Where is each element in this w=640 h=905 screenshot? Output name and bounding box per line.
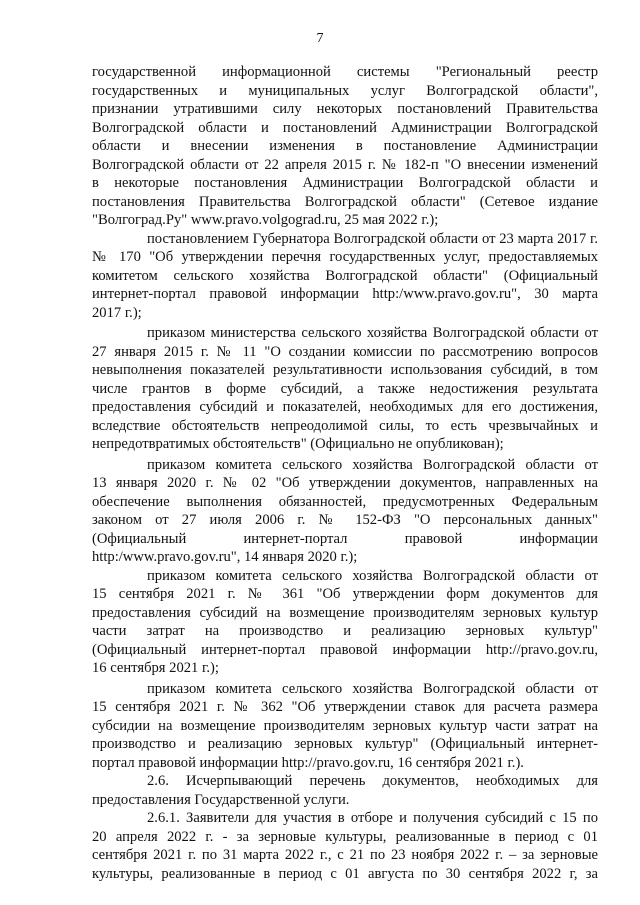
text-line: приказом комитета сельского хозяйства Волгоградской области от (147, 680, 598, 697)
text-line: (Официальный интернет-портал правовой информации (92, 530, 598, 547)
text-line: 16 сентября 2021 г.); (92, 660, 219, 676)
text-line: 2017 г.); (92, 304, 142, 321)
text-line: культуры, реализованные в период с 01 августа по 30 сентября 2022 г, за (92, 865, 598, 882)
text-line: 2.6. Исчерпывающий перечень документов, необходимых для (147, 773, 598, 789)
text-line: приказом министерства сельского хозяйства Волгоградской области от (147, 325, 598, 341)
text-line: в некоторые постановления Администрации Волгоградской области и (92, 175, 598, 191)
text-line: государственной информационной системы "Региональный реестр (92, 64, 598, 80)
text-line: признании утратившими силу некоторых постановлений Правительства (92, 101, 598, 117)
text-line: обеспечение выполнения обязанностей, предусмотренных Федеральным (92, 493, 598, 510)
text-line: законом от 27 июля 2006 г. № 152-ФЗ "О персональных данных" (92, 512, 598, 528)
text-line: постановлением Губернатора Волгоградской области от 23 марта 2017 г. (147, 230, 598, 247)
text-line: невыполнения показателей результативности использования субсидий, в том (92, 362, 598, 378)
text-line: 27 января 2015 г. № 11 "О создании комиссии по рассмотрению вопросов (92, 343, 598, 360)
text-line: (Официальный интернет-портал правовой информации http://pravo.gov.ru, (92, 641, 598, 658)
text-line: предоставления субсидий и показателей, необходимых для его достижения, (92, 399, 598, 415)
text-line: государственных и муниципальных услуг Волгоградской области", (92, 82, 598, 99)
text-line: приказом комитета сельского хозяйства Волгоградской области от (147, 456, 598, 473)
text-line: предоставления субсидий на возмещение производителям зерновых культур (92, 604, 598, 621)
text-line: постановления Правительства Волгоградской области" (Сетевое издание (92, 193, 598, 210)
page-number: 7 (316, 31, 324, 46)
text-line: "Волгоград.Ру" www.pravo.volgograd.ru, 25 мая 2022 г.); (92, 212, 439, 228)
text-line: производство и реализацию зерновых культур" (Официальный интернет- (92, 736, 598, 752)
text-line: области и внесении изменения в постановление Администрации (92, 138, 598, 154)
text-line: портал правовой информации http://pravo.gov.ru, 16 сентября 2021 г.). (92, 754, 524, 771)
text-line: http:/www.pravo.gov.ru", 14 января 2020 г.); (92, 549, 358, 565)
text-line: 20 апреля 2022 г. - за зерновые культуры, реализованные в период с 01 (92, 828, 598, 845)
document-body (92, 63, 598, 883)
text-line: Волгоградской области от 22 апреля 2015 г. № 182-п "О внесении изменений (92, 156, 598, 173)
text-line: предоставления Государственной услуги. (92, 791, 350, 808)
text-line: непредотвратимых обстоятельств" (Официально не опубликован); (92, 436, 504, 452)
text-line: № 170 "Об утверждении перечня государственных услуг, предоставляемых (92, 249, 598, 265)
text-line: интернет-портал правовой информации http:/www.pravo.gov.ru", 30 марта (92, 286, 598, 302)
text-line: числе грантов в форме субсидий, а также недостижения результата (92, 380, 598, 397)
text-line: сентября 2021 г. по 31 марта 2022 г., с 21 по 23 ноября 2022 г. – за зерновые (92, 847, 598, 863)
text-line: комитетом сельского хозяйства Волгоградской области" (Официальный (92, 267, 598, 284)
text-line: вследствие обстоятельств непреодолимой силы, то есть чрезвычайных и (92, 417, 598, 434)
text-line: 13 января 2020 г. № 02 "Об утверждении документов, направленных на (92, 475, 598, 491)
text-line: 15 сентября 2021 г. № 361 "Об утверждении форм документов для (92, 586, 598, 602)
text-line: 15 сентября 2021 г. № 362 "Об утверждении ставок для расчета размера (92, 699, 598, 715)
text-line: субсидии на возмещение производителям зерновых культур части затрат на (92, 717, 598, 734)
text-line: Волгоградской области и постановлений Администрации Волгоградской (92, 119, 598, 136)
text-line: приказом комитета сельского хозяйства Волгоградской области от (147, 567, 598, 584)
text-line: 2.6.1. Заявители для участия в отборе и получения субсидий с 15 по (147, 810, 598, 826)
text-line: части затрат на производство и реализацию зерновых культур" (92, 623, 598, 639)
